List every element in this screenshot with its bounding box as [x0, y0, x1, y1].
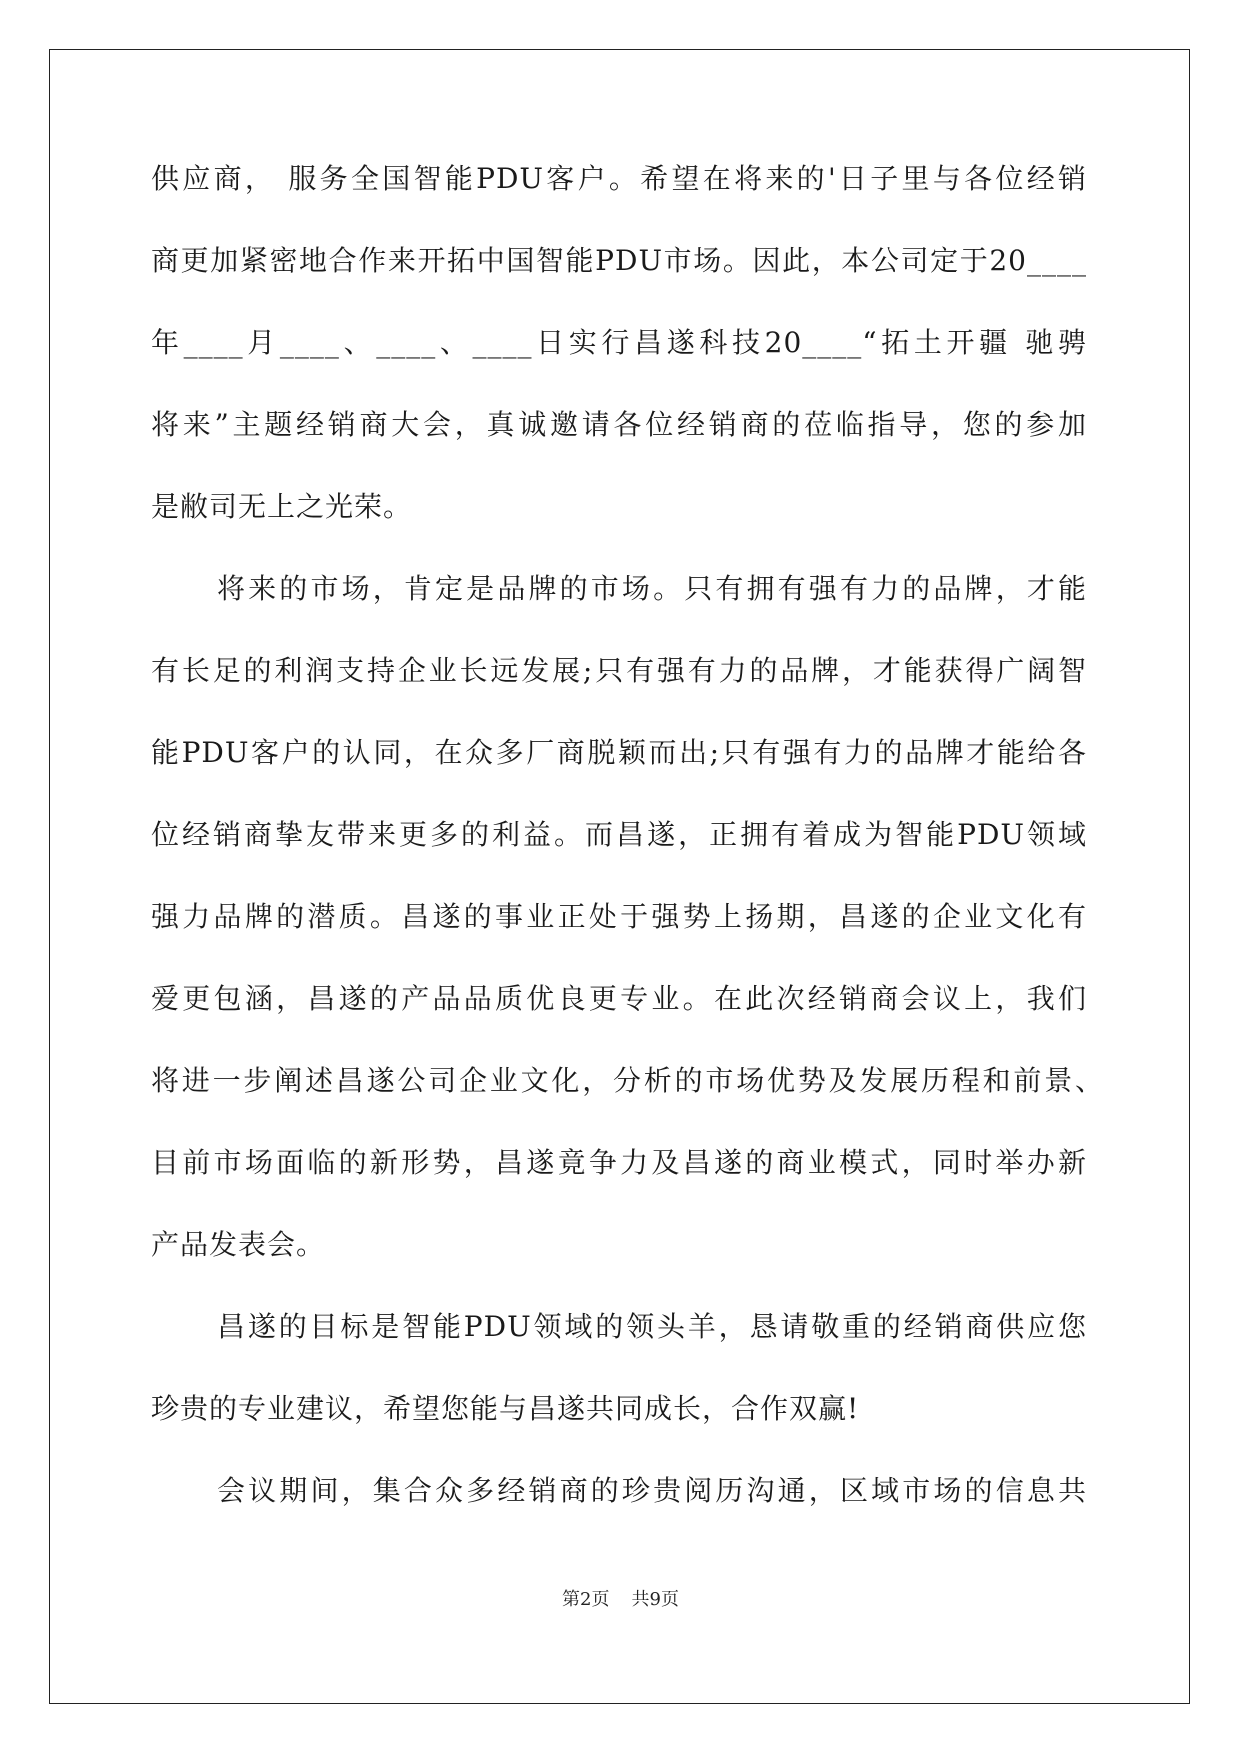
text-line: 年____月____、____、____日实行昌遂科技20____“拓土开疆 驰骋: [151, 326, 1087, 359]
text-line: 有长足的利润支持企业长远发展;只有强有力的品牌，才能获得广阔智: [151, 654, 1087, 687]
text-line: 能PDU客户的认同，在众多厂商脱颖而出;只有强有力的品牌才能给各: [151, 736, 1087, 769]
text-line: 供应商， 服务全国智能PDU客户。希望在将来的'日子里与各位经销: [151, 162, 1087, 195]
text-line: 珍贵的专业建议，希望您能与昌遂共同成长，合作双赢!: [151, 1392, 860, 1425]
text-line: 位经销商挚友带来更多的利益。而昌遂，正拥有着成为智能PDU领域: [151, 818, 1087, 851]
text-line: 将进一步阐述昌遂公司企业文化，分析的市场优势及发展历程和前景、: [151, 1064, 1104, 1097]
paragraph-start-line: 会议期间，集合众多经销商的珍贵阅历沟通，区域市场的信息共: [217, 1474, 1087, 1507]
text-line: 商更加紧密地合作来开拓中国智能PDU市场。因此，本公司定于20____: [151, 244, 1087, 277]
text-line: 强力品牌的潜质。昌遂的事业正处于强势上扬期，昌遂的企业文化有: [151, 900, 1087, 933]
page-footer: [0, 1589, 1241, 1611]
text-line: 将来”主题经销商大会，真诚邀请各位经销商的莅临指导，您的参加: [151, 408, 1087, 441]
paragraph-start-line: 昌遂的目标是智能PDU领域的领头羊，恳请敬重的经销商供应您: [217, 1310, 1087, 1343]
page-number: 第2页: [562, 1589, 610, 1610]
document-body: [151, 162, 1104, 1557]
paragraph-start-line: 将来的市场，肯定是品牌的市场。只有拥有强有力的品牌，才能: [217, 572, 1087, 605]
text-line: 爱更包涵，昌遂的产品品质优良更专业。在此次经销商会议上，我们: [151, 982, 1087, 1015]
text-line: 产品发表会。: [151, 1228, 326, 1261]
text-line: 是敝司无上之光荣。: [151, 490, 413, 523]
text-line: 目前市场面临的新形势，昌遂竟争力及昌遂的商业模式，同时举办新: [151, 1146, 1087, 1179]
page-total: 共9页: [631, 1589, 679, 1610]
